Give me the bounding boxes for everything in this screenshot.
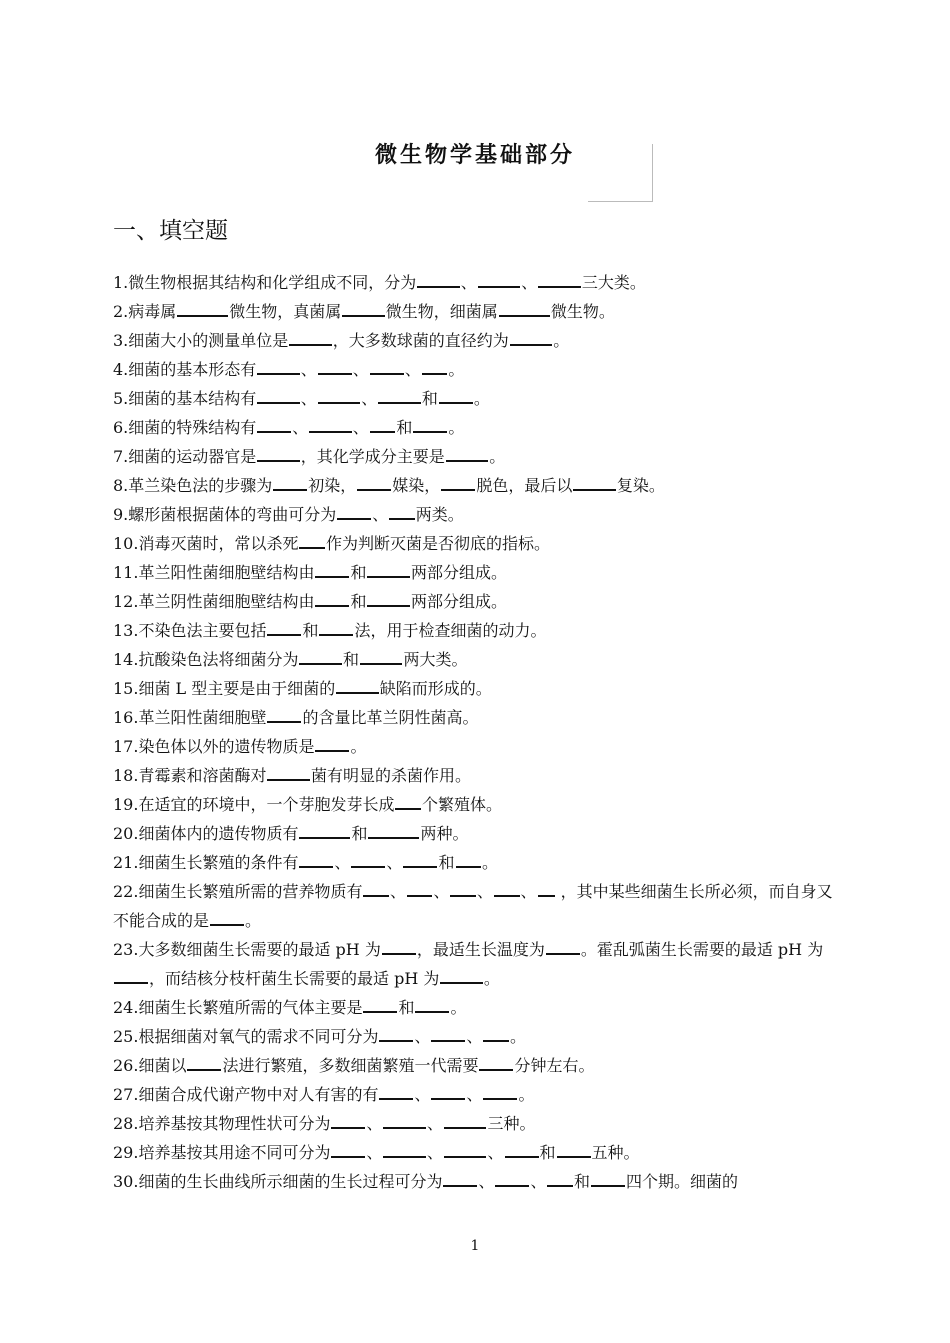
answer-blank[interactable] bbox=[557, 1141, 591, 1158]
question-text: 4.细菌的基本形态有 bbox=[113, 360, 257, 379]
question-text: 和 bbox=[350, 592, 367, 611]
question-text: 18.青霉素和溶菌酶对 bbox=[113, 766, 267, 785]
answer-blank[interactable] bbox=[483, 1083, 517, 1100]
question-text: 和 bbox=[396, 418, 413, 437]
question-text: 三种。 bbox=[487, 1114, 536, 1133]
question-text: 23.大多数细菌生长需要的最适 pH 为 bbox=[113, 940, 381, 959]
question-text: 1.微生物根据其结构和化学组成不同，分为 bbox=[113, 273, 417, 292]
question-q29 bbox=[113, 1138, 843, 1167]
question-text: 初染， bbox=[308, 476, 357, 495]
question-q17 bbox=[113, 732, 843, 761]
question-text: 三大类。 bbox=[581, 273, 646, 292]
question-q25 bbox=[113, 1022, 843, 1051]
question-text: 21.细菌生长繁殖的条件有 bbox=[113, 853, 299, 872]
answer-blank[interactable] bbox=[177, 300, 228, 317]
question-text: 。 bbox=[450, 998, 467, 1017]
answer-blank[interactable] bbox=[331, 1141, 365, 1158]
question-text: 缺陷而形成的。 bbox=[379, 679, 492, 698]
answer-blank[interactable] bbox=[443, 1170, 477, 1187]
question-text: 、 bbox=[300, 389, 317, 408]
question-q4 bbox=[113, 355, 843, 384]
answer-blank[interactable] bbox=[363, 880, 389, 897]
answer-blank[interactable] bbox=[389, 503, 415, 520]
question-text: 11.革兰阳性菌细胞壁结构由 bbox=[113, 563, 315, 582]
question-q11 bbox=[113, 558, 843, 587]
question-q2 bbox=[113, 297, 843, 326]
question-text: 、 bbox=[292, 418, 309, 437]
question-text: 、 bbox=[466, 1027, 483, 1046]
question-text: 、 bbox=[352, 418, 369, 437]
question-text: 个繁殖体。 bbox=[421, 795, 502, 814]
answer-blank[interactable] bbox=[431, 1083, 465, 1100]
question-text: 22.细菌生长繁殖所需的营养物质有 bbox=[113, 882, 363, 901]
answer-blank[interactable] bbox=[547, 1170, 573, 1187]
answer-blank[interactable] bbox=[538, 271, 581, 288]
answer-blank[interactable] bbox=[357, 474, 391, 491]
question-q3 bbox=[113, 326, 843, 355]
page-number: 1 bbox=[470, 1238, 480, 1254]
question-text: 3.细菌大小的测量单位是 bbox=[113, 331, 289, 350]
question-text: 、 bbox=[300, 360, 317, 379]
question-q30 bbox=[113, 1167, 843, 1196]
question-text: 微生物，真菌属 bbox=[229, 302, 342, 321]
question-text: 微生物。 bbox=[550, 302, 615, 321]
question-text: 两部分组成。 bbox=[410, 592, 507, 611]
answer-blank[interactable] bbox=[336, 677, 379, 694]
answer-blank[interactable] bbox=[450, 880, 476, 897]
question-text: 法进行繁殖，多数细菌繁殖一代需要 bbox=[222, 1056, 479, 1075]
question-text: 和 bbox=[438, 853, 455, 872]
question-text: 。 bbox=[350, 737, 367, 756]
answer-blank[interactable] bbox=[505, 1141, 539, 1158]
question-q19 bbox=[113, 790, 843, 819]
question-q24 bbox=[113, 993, 843, 1022]
question-text: 、 bbox=[487, 1143, 504, 1162]
question-text: ，大多数球菌的直径约为 bbox=[332, 331, 509, 350]
answer-blank[interactable] bbox=[538, 880, 555, 897]
crop-mark-vertical bbox=[652, 144, 653, 202]
answer-blank[interactable] bbox=[299, 532, 325, 549]
answer-blank[interactable] bbox=[456, 851, 482, 868]
answer-blank[interactable] bbox=[483, 1025, 509, 1042]
question-text: 和 bbox=[351, 824, 368, 843]
question-text: 和 bbox=[350, 563, 367, 582]
question-q28 bbox=[113, 1109, 843, 1138]
answer-blank[interactable] bbox=[407, 880, 433, 897]
answer-blank[interactable] bbox=[370, 416, 396, 433]
answer-blank[interactable] bbox=[367, 561, 410, 578]
answer-blank[interactable] bbox=[591, 1170, 625, 1187]
question-text: 30.细菌的生长曲线所示细菌的生长过程可分为 bbox=[113, 1172, 443, 1191]
answer-blank[interactable] bbox=[499, 300, 550, 317]
answer-blank[interactable] bbox=[114, 967, 148, 984]
question-text: 、 bbox=[386, 853, 403, 872]
question-text: 。 bbox=[448, 360, 465, 379]
answer-blank[interactable] bbox=[360, 648, 403, 665]
answer-blank[interactable] bbox=[299, 822, 350, 839]
question-text: ，其中某些细菌生长所必须，而自身又不能合成的是 bbox=[113, 882, 833, 930]
question-text: 13.不染色法主要包括 bbox=[113, 621, 267, 640]
answer-blank[interactable] bbox=[210, 909, 244, 926]
answer-blank[interactable] bbox=[439, 387, 473, 404]
answer-blank[interactable] bbox=[495, 1170, 529, 1187]
answer-blank[interactable] bbox=[379, 1083, 413, 1100]
answer-blank[interactable] bbox=[331, 1112, 365, 1129]
section-heading: 一、填空题 bbox=[113, 218, 228, 244]
answer-blank[interactable] bbox=[315, 561, 349, 578]
answer-blank[interactable] bbox=[444, 1112, 487, 1129]
question-q13 bbox=[113, 616, 843, 645]
question-text: 两类。 bbox=[415, 505, 464, 524]
answer-blank[interactable] bbox=[315, 590, 349, 607]
question-text: 五种。 bbox=[591, 1143, 640, 1162]
question-text: 16.革兰阳性菌细胞壁 bbox=[113, 708, 267, 727]
question-text: 。 bbox=[448, 418, 465, 437]
question-text: ，而结核分枝杆菌生长需要的最适 pH 为 bbox=[149, 969, 440, 988]
question-text: 菌有明显的杀菌作用。 bbox=[310, 766, 471, 785]
question-text: 10.消毒灭菌时，常以杀死 bbox=[113, 534, 299, 553]
question-text: 、 bbox=[361, 389, 378, 408]
question-text: 、 bbox=[460, 273, 477, 292]
question-q6 bbox=[113, 413, 843, 442]
question-text: 26.细菌以 bbox=[113, 1056, 187, 1075]
question-text: 27.细菌合成代谢产物中对人有害的有 bbox=[113, 1085, 379, 1104]
question-text: 7.细菌的运动器官是 bbox=[113, 447, 257, 466]
question-text: 。 bbox=[473, 389, 490, 408]
answer-blank[interactable] bbox=[257, 358, 300, 375]
answer-blank[interactable] bbox=[573, 474, 616, 491]
question-q21 bbox=[113, 848, 843, 877]
question-text: 、 bbox=[426, 1114, 443, 1133]
question-text: 29.培养基按其用途不同可分为 bbox=[113, 1143, 331, 1162]
answer-blank[interactable] bbox=[267, 706, 301, 723]
question-text: 25.根据细菌对氧气的需求不同可分为 bbox=[113, 1027, 379, 1046]
question-text: 和 bbox=[421, 389, 438, 408]
answer-blank[interactable] bbox=[395, 793, 421, 810]
question-q27 bbox=[113, 1080, 843, 1109]
question-text: 。霍乱弧菌生长需要的最适 pH 为 bbox=[580, 940, 824, 959]
question-q16 bbox=[113, 703, 843, 732]
question-text: 、 bbox=[466, 1085, 483, 1104]
answer-blank[interactable] bbox=[367, 590, 410, 607]
answer-blank[interactable] bbox=[299, 648, 342, 665]
question-text: 两种。 bbox=[420, 824, 469, 843]
question-text: 四个期。细菌的 bbox=[626, 1172, 739, 1191]
question-text: 28.培养基按其物理性状可分为 bbox=[113, 1114, 331, 1133]
question-text: 法，用于检查细菌的动力。 bbox=[354, 621, 547, 640]
answer-blank[interactable] bbox=[267, 764, 310, 781]
answer-blank[interactable] bbox=[478, 271, 521, 288]
question-text: 。 bbox=[553, 331, 570, 350]
question-text: 、 bbox=[478, 1172, 495, 1191]
crop-mark-horizontal bbox=[588, 201, 653, 202]
answer-blank[interactable] bbox=[315, 735, 349, 752]
answer-blank[interactable] bbox=[368, 822, 419, 839]
question-q8 bbox=[113, 471, 843, 500]
question-text: 。 bbox=[483, 969, 500, 988]
answer-blank[interactable] bbox=[318, 358, 352, 375]
question-text: 、 bbox=[530, 1172, 547, 1191]
question-text: 9.螺形菌根据菌体的弯曲可分为 bbox=[113, 505, 337, 524]
answer-blank[interactable] bbox=[383, 1141, 426, 1158]
question-text: 、 bbox=[366, 1114, 383, 1133]
question-text: 微生物，细菌属 bbox=[385, 302, 498, 321]
question-text: 、 bbox=[366, 1143, 383, 1162]
answer-blank[interactable] bbox=[479, 1054, 513, 1071]
answer-blank[interactable] bbox=[403, 851, 437, 868]
question-text: 两部分组成。 bbox=[410, 563, 507, 582]
question-q7 bbox=[113, 442, 843, 471]
question-q26 bbox=[113, 1051, 843, 1080]
answer-blank[interactable] bbox=[267, 619, 301, 636]
question-text: ，最适生长温度为 bbox=[416, 940, 545, 959]
answer-blank[interactable] bbox=[431, 1025, 465, 1042]
question-text: 作为判断灭菌是否彻底的指标。 bbox=[325, 534, 550, 553]
answer-blank[interactable] bbox=[289, 329, 332, 346]
question-text: 的含量比革兰阴性菌高。 bbox=[302, 708, 479, 727]
question-text: 6.细菌的特殊结构有 bbox=[113, 418, 257, 437]
answer-blank[interactable] bbox=[257, 416, 291, 433]
question-text: 、 bbox=[414, 1027, 431, 1046]
answer-blank[interactable] bbox=[319, 619, 353, 636]
question-text: 5.细菌的基本结构有 bbox=[113, 389, 257, 408]
question-q10 bbox=[113, 529, 843, 558]
answer-blank[interactable] bbox=[546, 938, 580, 955]
question-list bbox=[113, 268, 843, 1196]
question-q15 bbox=[113, 674, 843, 703]
question-q14 bbox=[113, 645, 843, 674]
question-text: 8.革兰染色法的步骤为 bbox=[113, 476, 273, 495]
question-text: 、 bbox=[520, 882, 537, 901]
answer-blank[interactable] bbox=[446, 445, 489, 462]
question-q22 bbox=[113, 877, 843, 935]
question-q1 bbox=[113, 268, 843, 297]
answer-blank[interactable] bbox=[342, 300, 385, 317]
question-text: 和 bbox=[302, 621, 319, 640]
question-text: 。 bbox=[509, 1027, 526, 1046]
question-q12 bbox=[113, 587, 843, 616]
document-title: 微生物学基础部分 bbox=[374, 143, 575, 168]
question-text: 19.在适宜的环境中，一个芽胞发芽长成 bbox=[113, 795, 395, 814]
answer-blank[interactable] bbox=[444, 1141, 487, 1158]
answer-blank[interactable] bbox=[382, 938, 416, 955]
answer-blank[interactable] bbox=[318, 387, 361, 404]
question-text: 。 bbox=[482, 853, 499, 872]
answer-blank[interactable] bbox=[415, 996, 449, 1013]
answer-blank[interactable] bbox=[383, 1112, 426, 1129]
question-text: 、 bbox=[433, 882, 450, 901]
question-text: 、 bbox=[372, 505, 389, 524]
question-text: 15.细菌 L 型主要是由于细菌的 bbox=[113, 679, 336, 698]
question-text: 14.抗酸染色法将细菌分为 bbox=[113, 650, 299, 669]
question-text: 2.病毒属 bbox=[113, 302, 177, 321]
answer-blank[interactable] bbox=[187, 1054, 221, 1071]
question-text: 媒染， bbox=[392, 476, 441, 495]
answer-blank[interactable] bbox=[257, 445, 300, 462]
question-q23 bbox=[113, 935, 843, 993]
question-text: 。 bbox=[489, 447, 506, 466]
question-q9 bbox=[113, 500, 843, 529]
answer-blank[interactable] bbox=[273, 474, 307, 491]
question-text: 12.革兰阴性菌细胞壁结构由 bbox=[113, 592, 315, 611]
answer-blank[interactable] bbox=[309, 416, 352, 433]
answer-blank[interactable] bbox=[422, 358, 448, 375]
question-q5 bbox=[113, 384, 843, 413]
answer-blank[interactable] bbox=[441, 474, 475, 491]
answer-blank[interactable] bbox=[363, 996, 397, 1013]
question-text: 、 bbox=[389, 882, 406, 901]
question-text: 、 bbox=[414, 1085, 431, 1104]
answer-blank[interactable] bbox=[494, 880, 520, 897]
question-text: 和 bbox=[573, 1172, 590, 1191]
question-text: 、 bbox=[476, 882, 493, 901]
answer-blank[interactable] bbox=[351, 851, 385, 868]
answer-blank[interactable] bbox=[510, 329, 553, 346]
question-text: 两大类。 bbox=[403, 650, 468, 669]
question-q20 bbox=[113, 819, 843, 848]
answer-blank[interactable] bbox=[440, 967, 483, 984]
question-q18 bbox=[113, 761, 843, 790]
question-text: 分钟左右。 bbox=[514, 1056, 595, 1075]
answer-blank[interactable] bbox=[413, 416, 447, 433]
question-text: 、 bbox=[521, 273, 538, 292]
question-text: ，其化学成分主要是 bbox=[300, 447, 445, 466]
answer-blank[interactable] bbox=[417, 271, 460, 288]
question-text: 复染。 bbox=[616, 476, 665, 495]
question-text: 。 bbox=[245, 911, 262, 930]
answer-blank[interactable] bbox=[299, 851, 333, 868]
question-text: 。 bbox=[518, 1085, 535, 1104]
question-text: 20.细菌体内的遗传物质有 bbox=[113, 824, 299, 843]
question-text: 和 bbox=[398, 998, 415, 1017]
question-text: 、 bbox=[352, 360, 369, 379]
answer-blank[interactable] bbox=[337, 503, 371, 520]
question-text: 、 bbox=[426, 1143, 443, 1162]
question-text: 24.细菌生长繁殖所需的气体主要是 bbox=[113, 998, 363, 1017]
question-text: 、 bbox=[404, 360, 421, 379]
answer-blank[interactable] bbox=[257, 387, 300, 404]
question-text: 脱色，最后以 bbox=[476, 476, 573, 495]
question-text: 、 bbox=[334, 853, 351, 872]
answer-blank[interactable] bbox=[370, 358, 404, 375]
answer-blank[interactable] bbox=[378, 387, 421, 404]
question-text: 17.染色体以外的遗传物质是 bbox=[113, 737, 315, 756]
question-text: 和 bbox=[539, 1143, 556, 1162]
question-text: 和 bbox=[342, 650, 359, 669]
answer-blank[interactable] bbox=[379, 1025, 413, 1042]
